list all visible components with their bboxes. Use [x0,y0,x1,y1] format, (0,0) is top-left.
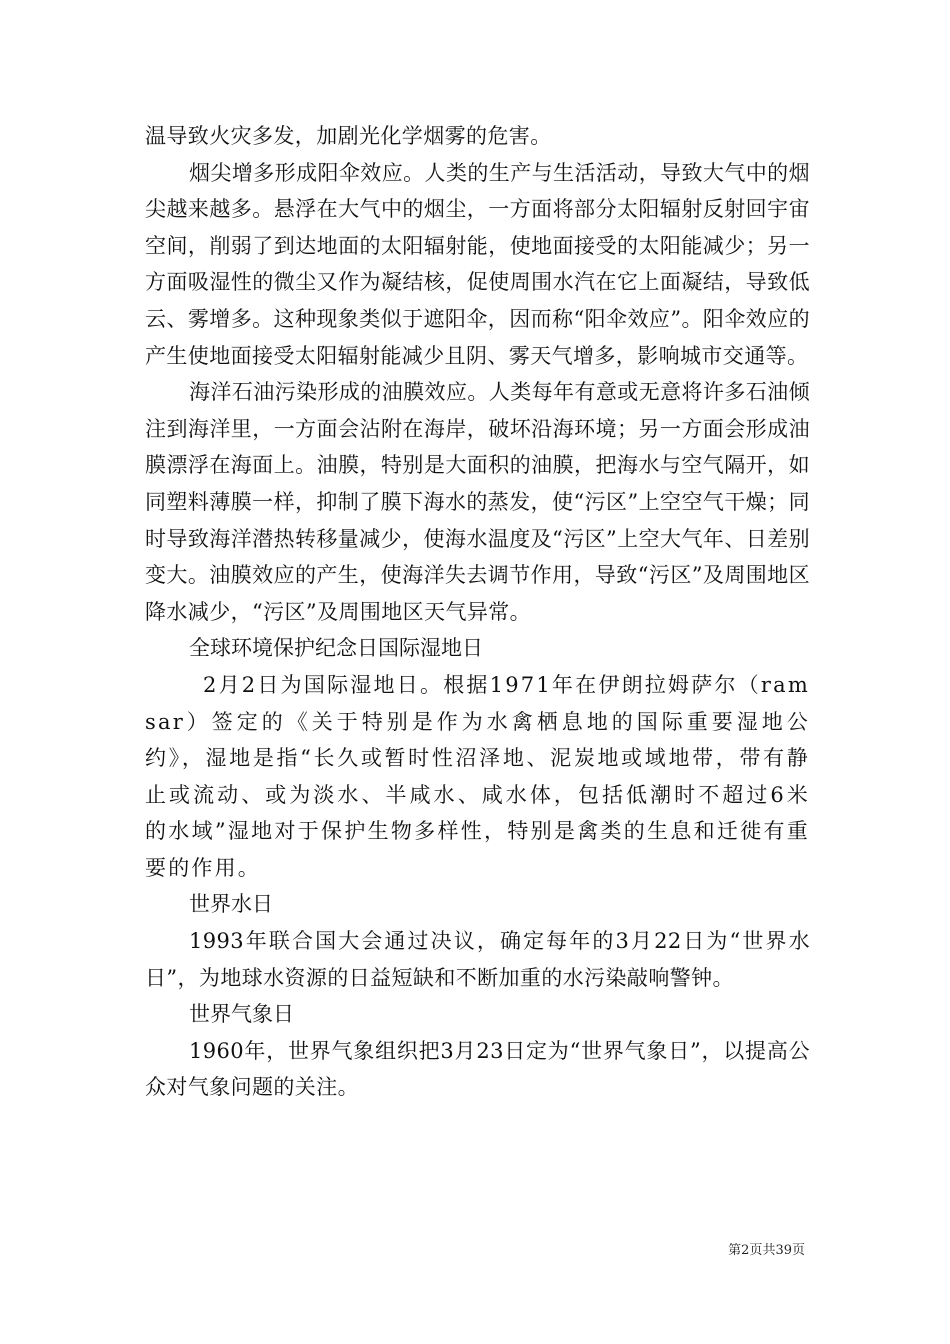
paragraph-wetlands-day: 2月2日为国际湿地日。根据1971年在伊朗拉姆萨尔（ramsar）签定的《关于特别是作为水禽栖息地的国际重要湿地公约》，湿地是指“长久或暂时性沼泽地、泥炭地或域地带，带有静止或流动、或为淡水、半咸水、咸水体，包括低潮时不超过6米的水域”湿地对于保护生物多样性，特别是禽类的生息和迁徙有重要的作用。 [145,672,810,880]
heading-water-day: 世界水日 [189,892,273,917]
page-number-footer: 第2页共39页 [728,1243,805,1258]
document-page [145,118,810,1106]
heading-meteorological-day: 世界气象日 [189,1002,294,1027]
paragraph-meteorological-day: 1960年，世界气象组织把3月23日定为“世界气象日”，以提高公众对气象问题的关注。 [145,1038,810,1100]
heading-wetlands-day: 全球环境保护纪念日国际湿地日 [189,636,483,661]
paragraph-umbrella-effect: 烟尖增多形成阳伞效应。人类的生产与生活活动，导致大气中的烟尖越来越多。悬浮在大气中的烟尘，一方面将部分太阳辐射反射回宇宙空间，削弱了到达地面的太阳辐射能，使地面接受的太阳能减少；另一方面吸湿性的微尘又作为凝结核，促使周围水汽在它上面凝结，导致低云、雾增多。这种现象类似于遮阳伞，因而称“阳伞效应”。阳伞效应的产生使地面接受太阳辐射能减少且阴、雾天气增多，影响城市交通等。 [145,160,810,368]
paragraph-continuation: 温导致火灾多发，加剧光化学烟雾的危害。 [145,124,552,148]
paragraph-water-day: 1993年联合国大会通过决议，确定每年的3月22日为“世界水日”，为地球水资源的日益短缺和不断加重的水污染敲响警钟。 [145,929,810,990]
paragraph-oil-film-effect: 海洋石油污染形成的油膜效应。人类每年有意或无意将许多石油倾注到海洋里，一方面会沾附在海岸，破坏沿海环境；另一方面会形成油膜漂浮在海面上。油膜，特别是大面积的油膜，把海水与空气隔开，如同塑料薄膜一样，抑制了膜下海水的蒸发，使“污区”上空空气干燥；同时导致海洋潜热转移量减少，使海水温度及“污区”上空大气年、日差别变大。油膜效应的产生，使海洋失去调节作用，导致“污区”及周围地区降水减少，“污区”及周围地区天气异常。 [145,380,810,624]
